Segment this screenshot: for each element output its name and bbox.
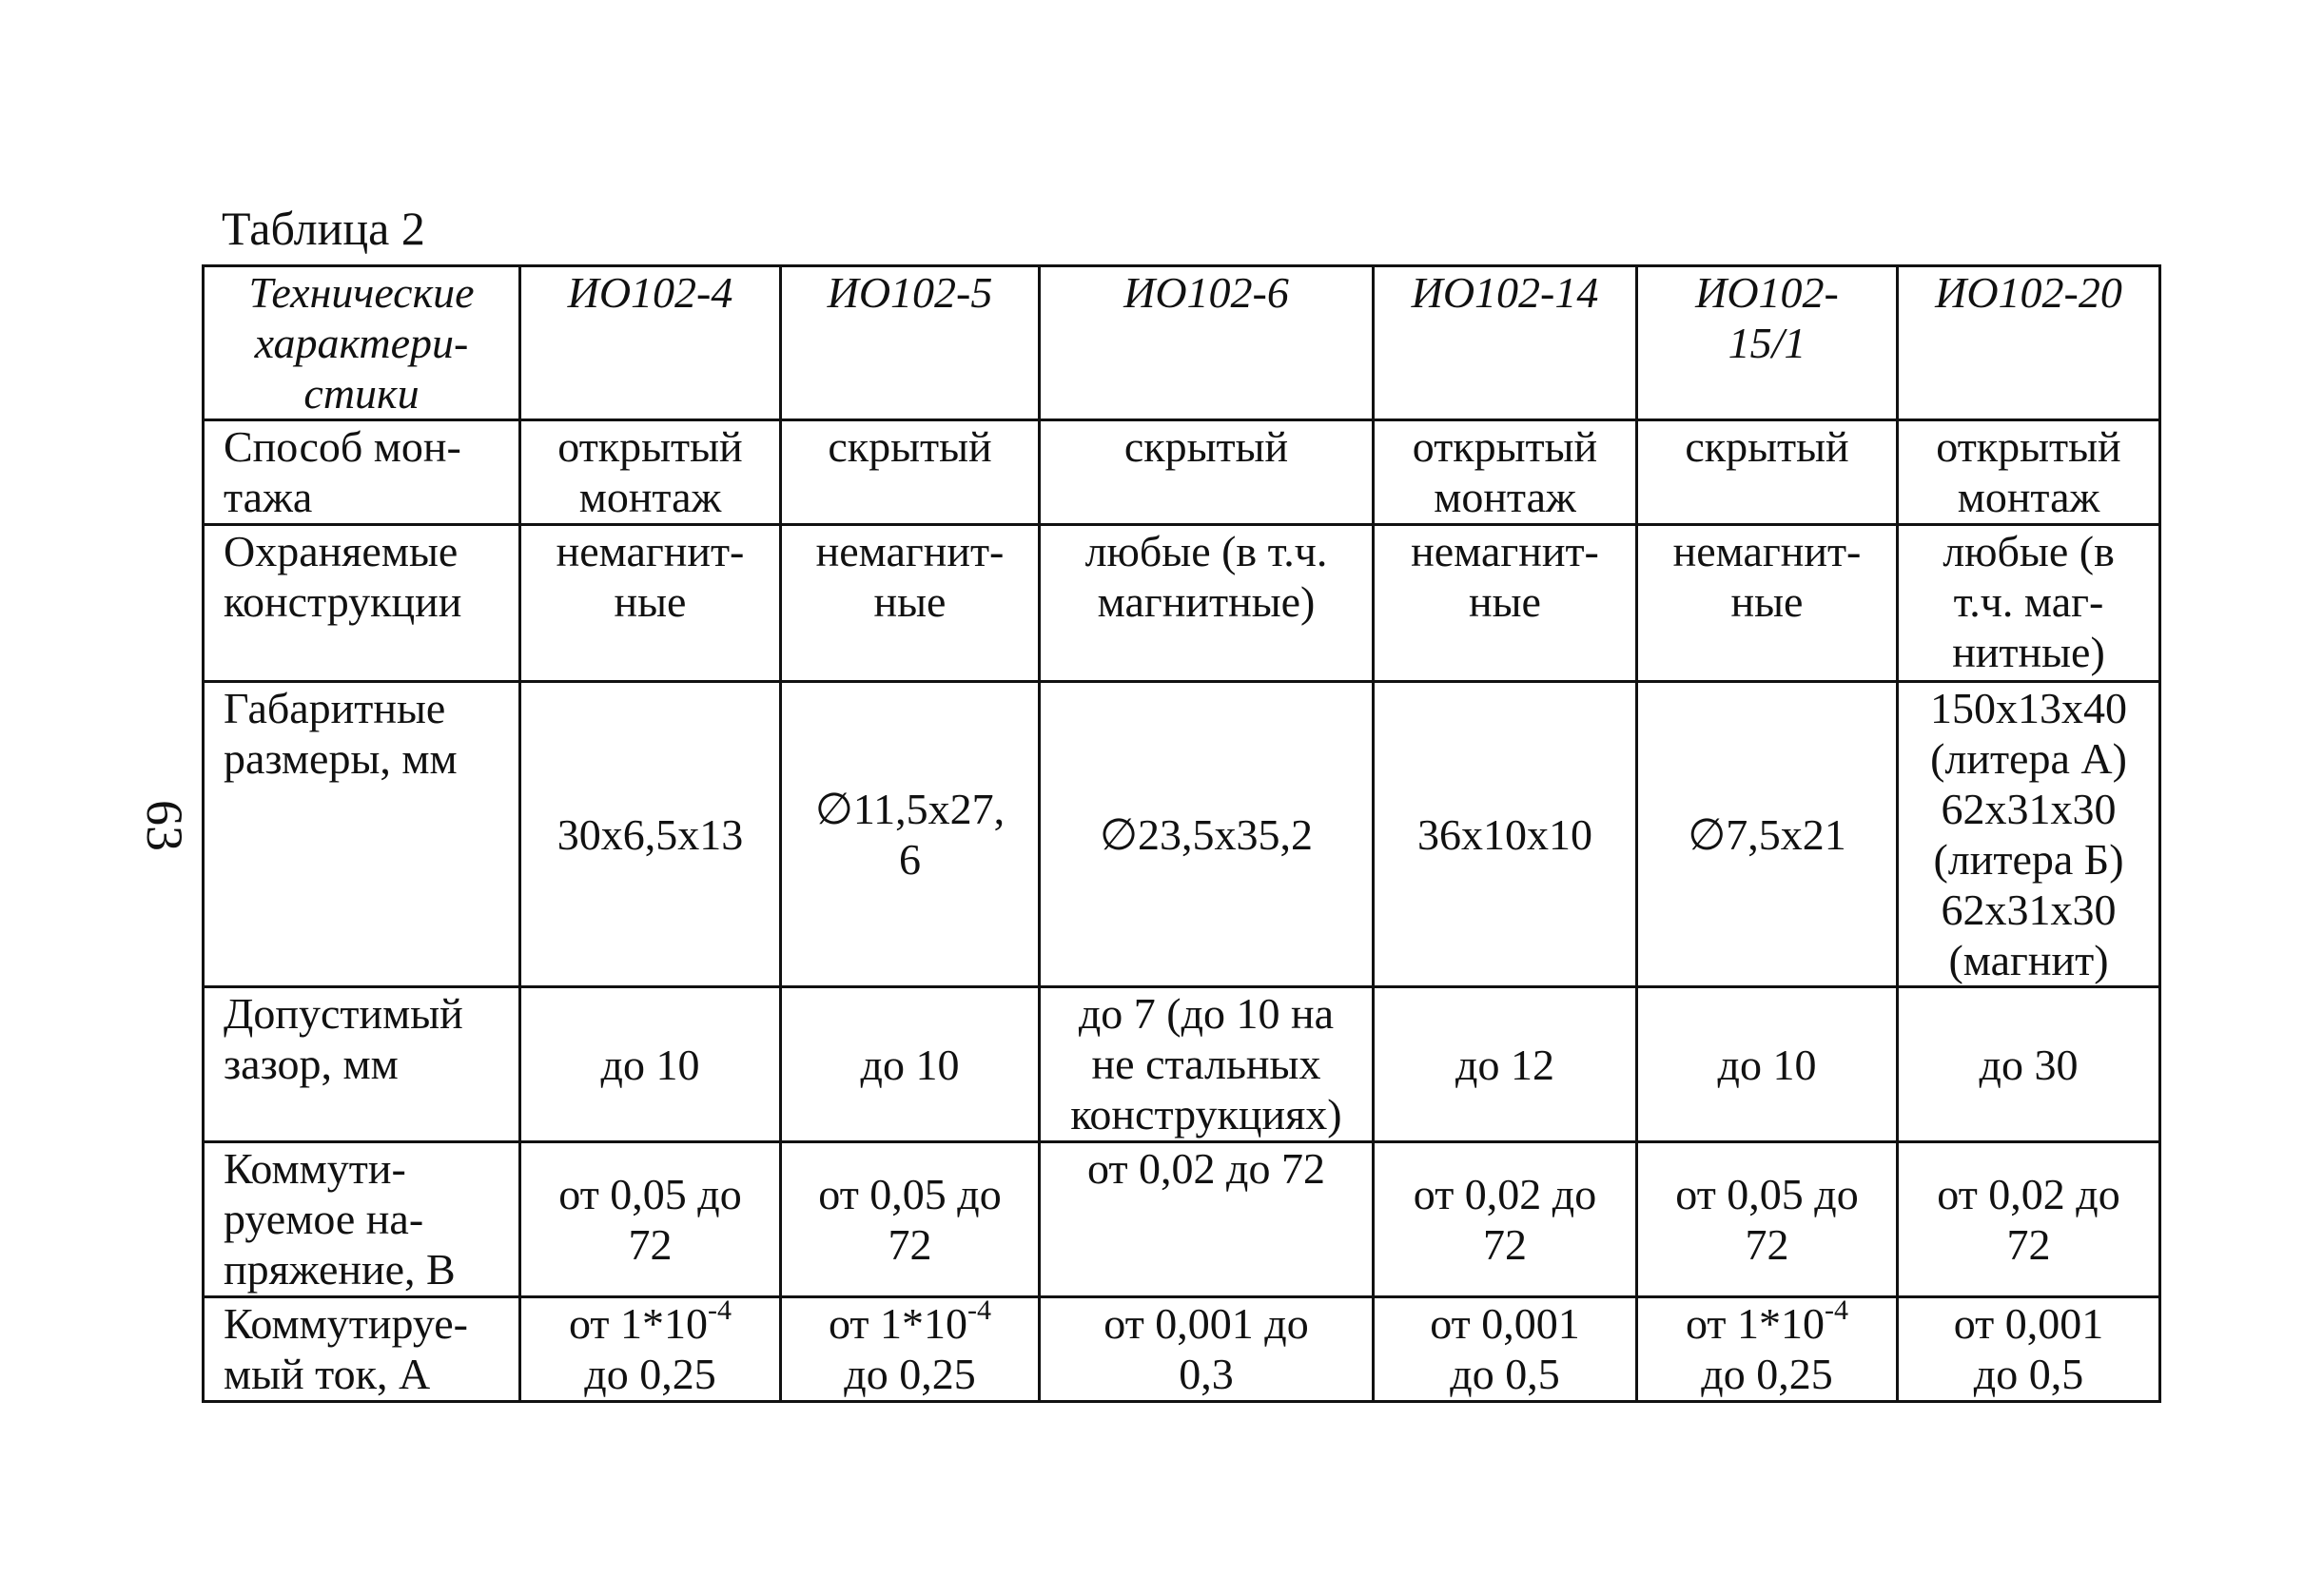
header-model-line: ИО102-20 — [1935, 268, 2122, 317]
value-cell — [1898, 420, 2160, 525]
value-cell — [781, 682, 1040, 987]
value-cell — [1374, 420, 1637, 525]
value-line: ные — [1730, 577, 1804, 626]
value-line: магнитные) — [1097, 577, 1316, 626]
value-line: монтаж — [578, 473, 722, 521]
value-line: 72 — [1745, 1220, 1789, 1269]
value-cell — [1637, 420, 1898, 525]
table-row — [204, 987, 2160, 1142]
row-label-cell — [204, 525, 520, 682]
row-label-line: Коммутируе- — [224, 1299, 468, 1348]
value-line: (литера А) — [1930, 734, 2127, 783]
row-label-line: мый ток, А — [224, 1350, 431, 1398]
value-line: до 0,25 — [844, 1350, 976, 1398]
value-line: 72 — [628, 1220, 673, 1269]
table-row — [204, 682, 2160, 987]
header-model-cell — [1898, 266, 2160, 420]
table-row — [204, 420, 2160, 525]
value-cell — [1040, 1142, 1374, 1297]
value-line: до 30 — [1979, 1040, 2079, 1089]
value-line: ∅11,5х27, — [814, 785, 1006, 833]
value-line: 150х13х40 — [1930, 684, 2127, 732]
value-line: т.ч. маг- — [1953, 577, 2104, 626]
value-line: 72 — [2006, 1220, 2051, 1269]
value-cell — [520, 525, 781, 682]
value-line: до 0,25 — [584, 1350, 716, 1398]
header-row — [204, 266, 2160, 420]
value-line: 6 — [899, 835, 921, 884]
row-label-cell — [204, 987, 520, 1142]
table-caption: Таблица 2 — [222, 202, 425, 255]
specifications-table — [202, 264, 2161, 1403]
header-model-line: ИО102-4 — [567, 268, 733, 317]
value-line: не стальных — [1091, 1040, 1321, 1088]
value-cell — [1040, 1297, 1374, 1402]
value-cell — [781, 1297, 1040, 1402]
row-label-cell — [204, 682, 520, 987]
value-line: монтаж — [1434, 473, 1576, 521]
value-line: (магнит) — [1948, 936, 2109, 984]
header-characteristic-cell — [204, 266, 520, 420]
value-line: 36х10х10 — [1417, 809, 1592, 859]
value-cell — [1898, 525, 2160, 682]
header-model-cell — [1040, 266, 1374, 420]
value-line: ные — [873, 577, 947, 626]
value-line: до 10 — [1717, 1040, 1817, 1089]
value-base: от 0,001 до — [1103, 1299, 1309, 1348]
page-number: 63 — [136, 800, 193, 851]
value-line: монтаж — [1957, 473, 2100, 521]
value-cell — [1637, 1297, 1898, 1402]
row-label-line: пряжение, В — [224, 1245, 456, 1294]
value-line: до 7 (до 10 на — [1078, 989, 1335, 1038]
header-model-line: ИО102-6 — [1123, 268, 1289, 317]
current-row — [204, 1297, 2160, 1402]
header-model-line: ИО102-14 — [1411, 268, 1599, 317]
value-line: от 0,02 до — [1937, 1170, 2120, 1218]
value-cell — [1374, 1142, 1637, 1297]
header-model-line: 15/1 — [1728, 319, 1806, 367]
value-line: до 0,25 — [1701, 1350, 1833, 1398]
row-label-line: Коммути- — [224, 1144, 406, 1193]
value-cell — [1637, 1142, 1898, 1297]
row-label-line: Допустимый — [224, 989, 463, 1038]
value-base: от 1*10 — [1686, 1299, 1825, 1348]
header-model-cell — [1637, 266, 1898, 420]
value-cell — [1040, 420, 1374, 525]
value-cell — [520, 1142, 781, 1297]
value-cell — [781, 987, 1040, 1142]
table-row — [204, 1142, 2160, 1297]
value-base: от 0,001 — [1430, 1299, 1580, 1348]
value-line — [1908, 1298, 2149, 1349]
value-line — [1050, 1298, 1362, 1349]
value-cell — [1637, 987, 1898, 1142]
value-line: 62х31х30 — [1941, 886, 2117, 934]
value-line: ные — [1469, 577, 1541, 626]
value-exponent: -4 — [1825, 1296, 1848, 1326]
value-cell — [1898, 682, 2160, 987]
value-cell — [1637, 682, 1898, 987]
value-line: немагнит- — [1672, 527, 1862, 575]
value-line — [531, 1298, 770, 1349]
row-label-cell — [204, 1297, 520, 1402]
value-line: до 10 — [860, 1040, 960, 1089]
row-label-line: руемое на- — [224, 1195, 424, 1243]
value-line: ные — [614, 577, 687, 626]
value-line: скрытый — [828, 422, 992, 471]
value-cell — [1374, 525, 1637, 682]
value-line: 0,3 — [1179, 1350, 1234, 1398]
header-model-cell — [1374, 266, 1637, 420]
table-body — [204, 266, 2160, 1402]
value-line — [1384, 1298, 1626, 1349]
value-cell — [1374, 1297, 1637, 1402]
value-cell — [1898, 987, 2160, 1142]
value-line: ∅7,5х21 — [1688, 809, 1846, 859]
value-exponent: -4 — [967, 1296, 991, 1326]
table-row — [204, 525, 2160, 682]
value-line: открытый — [557, 422, 743, 471]
row-label-line: зазор, мм — [224, 1040, 399, 1088]
value-cell — [520, 420, 781, 525]
value-cell — [520, 1297, 781, 1402]
header-model-cell — [781, 266, 1040, 420]
value-line: нитные) — [1952, 628, 2105, 676]
value-line — [791, 1298, 1028, 1349]
value-cell — [520, 987, 781, 1142]
row-label-cell — [204, 420, 520, 525]
value-cell — [1040, 682, 1374, 987]
value-line: открытый — [1936, 422, 2121, 471]
value-cell — [1374, 987, 1637, 1142]
header-model-line: ИО102- — [1695, 268, 1839, 317]
value-line: (литера Б) — [1933, 835, 2124, 884]
value-line: до 12 — [1455, 1040, 1554, 1089]
value-line: открытый — [1412, 422, 1598, 471]
value-base: от 0,001 — [1953, 1299, 2104, 1348]
row-label-line: Способ мон- — [224, 422, 461, 471]
value-cell — [781, 1142, 1040, 1297]
value-cell — [781, 420, 1040, 525]
value-exponent: -4 — [708, 1296, 732, 1326]
value-line: до 0,5 — [1973, 1350, 2084, 1398]
value-line: 30х6,5х13 — [556, 809, 744, 859]
row-label-line: тажа — [224, 473, 313, 521]
header-model-cell — [520, 266, 781, 420]
header-model-line: ИО102-5 — [827, 268, 993, 317]
header-characteristic-line: Технические — [248, 268, 475, 317]
row-label-line: размеры, мм — [224, 734, 458, 783]
value-base: от 1*10 — [569, 1299, 708, 1348]
value-line: от 0,05 до — [558, 1170, 742, 1218]
value-line: от 0,05 до — [1675, 1170, 1859, 1218]
value-cell — [1374, 682, 1637, 987]
value-line — [1648, 1298, 1886, 1349]
value-line: до 0,5 — [1450, 1350, 1560, 1398]
value-line: немагнит- — [556, 527, 745, 575]
row-label-cell — [204, 1142, 520, 1297]
value-line: любые (в т.ч. — [1084, 527, 1328, 575]
row-label-line: конструкции — [224, 577, 462, 626]
value-line: немагнит- — [815, 527, 1005, 575]
value-line: скрытый — [1685, 422, 1849, 471]
value-line: немагнит- — [1411, 527, 1599, 575]
value-line: от 0,02 до 72 — [1087, 1144, 1325, 1193]
value-line: скрытый — [1123, 422, 1289, 471]
value-cell — [1040, 987, 1374, 1142]
value-cell — [781, 525, 1040, 682]
value-line: конструкциях) — [1070, 1090, 1342, 1139]
value-line: от 0,02 до — [1413, 1170, 1597, 1218]
value-cell — [1898, 1142, 2160, 1297]
header-characteristic-line: стики — [303, 369, 420, 418]
value-cell — [1637, 525, 1898, 682]
value-line: 72 — [1483, 1220, 1527, 1269]
value-line: от 0,05 до — [818, 1170, 1002, 1218]
value-line: любые (в — [1943, 527, 2115, 575]
row-label-line: Габаритные — [224, 684, 446, 732]
value-line: ∅23,5х35,2 — [1099, 809, 1314, 859]
value-cell — [1898, 1297, 2160, 1402]
value-line: 62х31х30 — [1941, 785, 2117, 833]
header-characteristic-line: характери- — [254, 319, 469, 367]
value-line: до 10 — [600, 1040, 700, 1089]
row-label-line: Охраняемые — [224, 527, 459, 575]
value-base: от 1*10 — [829, 1299, 967, 1348]
value-cell — [1040, 525, 1374, 682]
value-line: 72 — [888, 1220, 932, 1269]
value-cell — [520, 682, 781, 987]
